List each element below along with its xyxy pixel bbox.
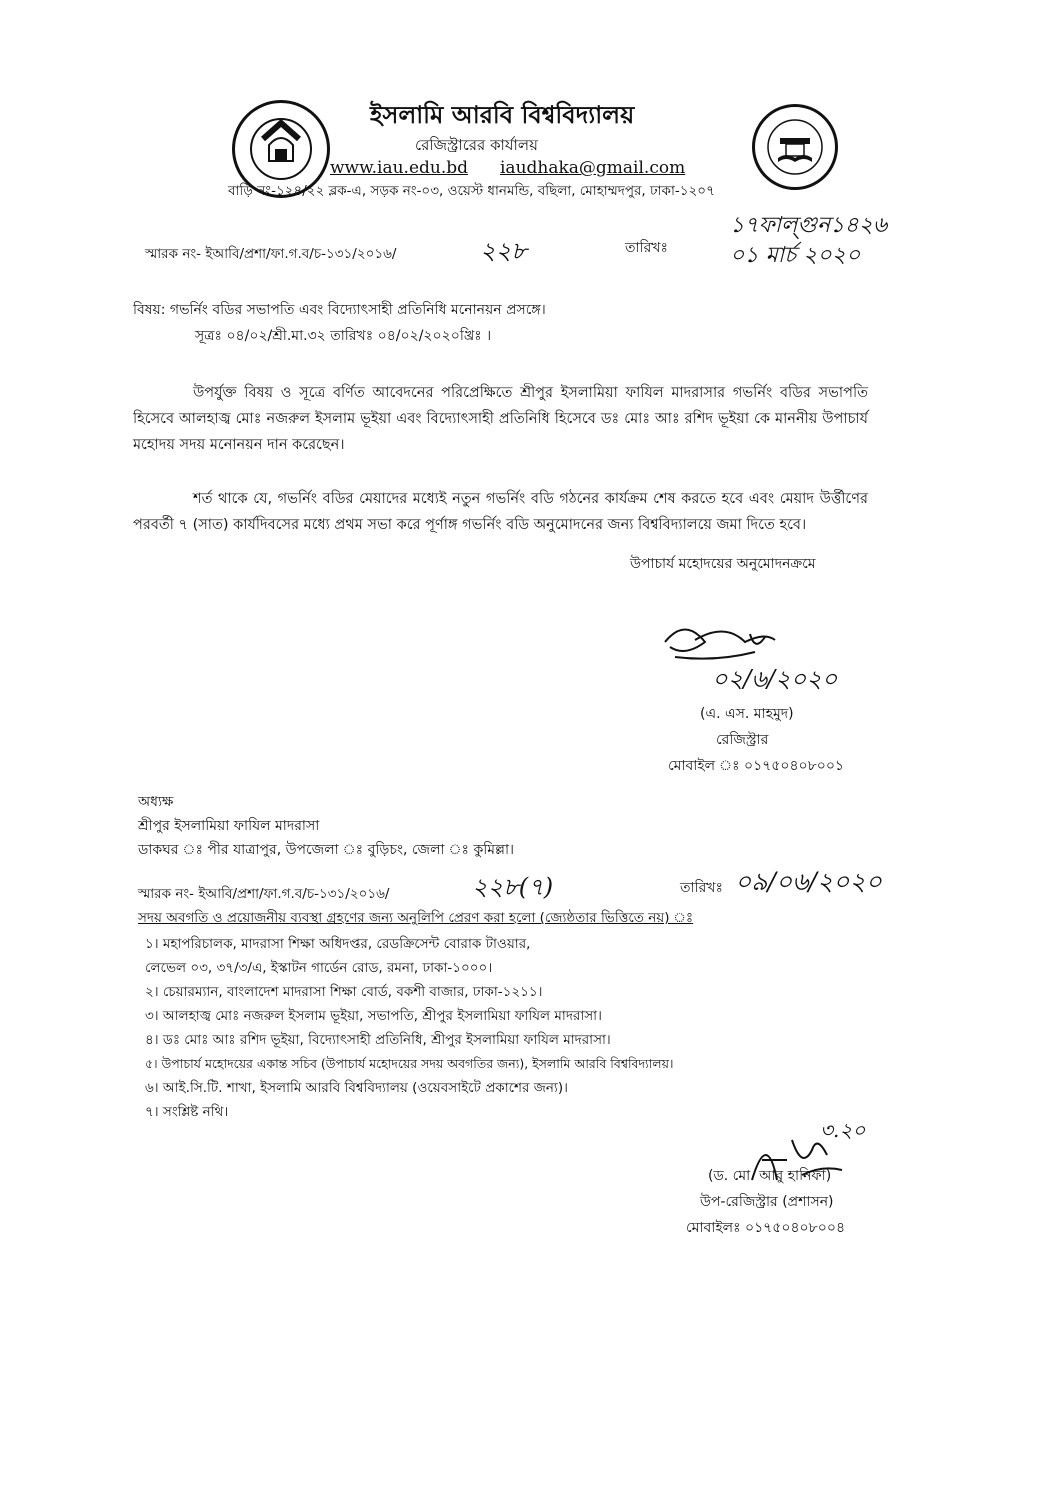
registrar-sign-date: ০২/৬/২০২০ <box>712 665 838 693</box>
recipient-institution: শ্রীপুর ইসলামিয়া ফাযিল মাদরাসা <box>138 818 320 834</box>
cc-item-1: ১। মহাপরিচালক, মাদরাসা শিক্ষা অধিদপ্তর, রেডক্রিসেন্ট বোরাক টাওয়ার, <box>145 936 531 952</box>
body-paragraph-1 <box>133 380 868 458</box>
website-link[interactable]: www.iau.edu.bd <box>330 158 469 178</box>
registrar-signature <box>655 612 805 672</box>
memo-number-handwritten: ২২৮ <box>480 237 527 265</box>
date-handwritten-line2: ০১ মার্চ ২০২০ <box>730 243 861 268</box>
university-name: ইসলামি আরবি বিশ্ববিদ্যালয় <box>370 101 635 129</box>
body-paragraph-2-text: শর্ত থাকে যে, গভর্নিং বডির মেয়াদের মধ্যেই নতুন গভর্নিং বডি গঠনের কার্যক্রম শেষ করতে হবে এবং মেয়াদ উর্ত্তীণের পরবর্তী ৭ (সাত) কার্যদিবসের মধ্যে প্রথম সভা করে পূর্ণাঙ্গ গভর্নিং বডি অনুমোদনের জন্য বিশ্ববিদ্যালয়ে জমা দিতে হবে। <box>133 491 868 533</box>
email-link[interactable]: iaudhaka@gmail.com <box>500 158 686 178</box>
body-paragraph-2 <box>133 486 868 538</box>
cc-heading: সদয় অবগতি ও প্রয়োজনীয় ব্যবস্থা গ্রহণের জন্য অনুলিপি প্রেরণ করা হলো (জ্যেষ্ঠতার ভিত্তিতে নয়) ঃ <box>138 910 694 926</box>
cc-item-7: ৭। সংশ্লিষ্ট নথি। <box>145 1104 229 1120</box>
registrar-designation: রেজিস্ট্রার <box>716 732 769 748</box>
cc-item-4: ৪। ডঃ মোঃ আঃ রশিদ ভূইয়া, বিদ্যোৎসাহী প্রতিনিধি, শ্রীপুর ইসলামিয়া ফাযিল মাদরাসা। <box>145 1032 611 1048</box>
cc-item-2: ২। চেয়ারম্যান, বাংলাদেশ মাদরাসা শিক্ষা বোর্ড, বকশী বাজার, ঢাকা-১২১১। <box>145 984 543 1000</box>
date-handwritten-line1: ১৭ফাল্গুন১৪২৬ <box>730 213 888 238</box>
source-line: সূত্রঃ ০৪/০২/শ্রী.মা.৩২ তারিখঃ ০৪/০২/২০২০খ্রিঃ । <box>195 328 492 344</box>
recipient-address: ডাকঘর ঃ পীর যাত্রাপুর, উপজেলা ঃ বুড়িচং, জেলা ঃ কুমিল্লা। <box>138 842 515 858</box>
approval-note: উপাচার্য মহোদয়ের অনুমোদনক্রমে <box>630 556 816 572</box>
cc-item-6: ৬। আই.সি.টি. শাখা, ইসলামি আরবি বিশ্ববিদ্যালয় (ওয়েবসাইটে প্রকাশের জন্য)। <box>145 1080 568 1096</box>
recipient-title: অধ্যক্ষ <box>138 794 174 810</box>
deputy-registrar-mobile: মোবাইলঃ ০১৭৫০৪০৮০০৪ <box>686 1220 846 1236</box>
address: বাড়ি নং-১২৪/২২ ব্লক-এ, সড়ক নং-০৩, ওয়েস্ট ধানমন্ডি, বছিলা, মোহাম্মদপুর, ঢাকা-১২০৭ <box>228 183 715 199</box>
memo-number-label: স্মারক নং- ইআবি/প্রশা/ফা.গ.ব/চ-১৩১/২০১৬/ <box>145 246 397 262</box>
cc-item-1-cont: লেভেল ০৩, ৩৭/৩/এ, ইস্কাটন গার্ডেন রোড, রমনা, ঢাকা-১০০০। <box>145 960 493 976</box>
office-name: রেজিস্ট্রারের কার্যালয় <box>415 136 538 154</box>
deputy-registrar-sign-date: ৩.২০ <box>820 1118 866 1142</box>
cc-item-5: ৫। উপাচার্য মহোদয়ের একান্ত সচিব (উপাচার্য মহোদয়ের সদয় অবগতির জন্য), ইসলামি আরবি বিশ্ববিদ্যালয়। <box>145 1056 674 1071</box>
copy-memo-label: স্মারক নং- ইআবি/প্রশা/ফা.গ.ব/চ-১৩১/২০১৬/ <box>138 886 390 902</box>
deputy-registrar-designation: উপ-রেজিস্ট্রার (প্রশাসন) <box>700 1194 834 1210</box>
book-seal-icon <box>762 114 828 180</box>
body-paragraph-1-text: উপর্যুক্ত বিষয় ও সূত্রে বর্ণিত আবেদনের পরিপ্রেক্ষিতে শ্রীপুর ইসলামিয়া ফাযিল মাদরাসার গভর্নিং বডির সভাপতি হিসেবে আলহাজ্ব মোঃ নজরুল ইসলাম ভূইয়া এবং বিদ্যোৎসাহী প্রতিনিধি হিসেবে ডঃ মোঃ আঃ রশিদ ভূইয়া কে মাননীয় উপাচার্য মহোদয় সদয় মনোনয়ন দান করেছেন। <box>133 385 868 453</box>
university-crest-icon <box>241 109 321 189</box>
copy-date-label: তারিখঃ <box>680 880 723 896</box>
university-logo-right <box>752 104 838 190</box>
deputy-registrar-name: (ড. মো. আবু হানিফা) <box>708 1168 832 1184</box>
copy-date-handwritten: ০৯/০৬/২০২০ <box>735 867 882 896</box>
date-label: তারিখঃ <box>625 240 668 256</box>
copy-memo-handwritten: ২২৮(৭) <box>472 873 554 901</box>
registrar-name: (এ. এস. মাহমুদ) <box>700 706 794 722</box>
registrar-mobile: মোবাইল ঃ ০১৭৫০৪০৮০০১ <box>668 758 845 774</box>
cc-item-3: ৩। আলহাজ্ব মোঃ নজরুল ইসলাম ভূইয়া, সভাপতি, শ্রীপুর ইসলামিয়া ফাযিল মাদরাসা। <box>145 1008 602 1024</box>
subject-line: বিষয়: গভর্নিং বডির সভাপতি এবং বিদ্যোৎসাহী প্রতিনিধি মনোনয়ন প্রসঙ্গে। <box>133 302 546 318</box>
